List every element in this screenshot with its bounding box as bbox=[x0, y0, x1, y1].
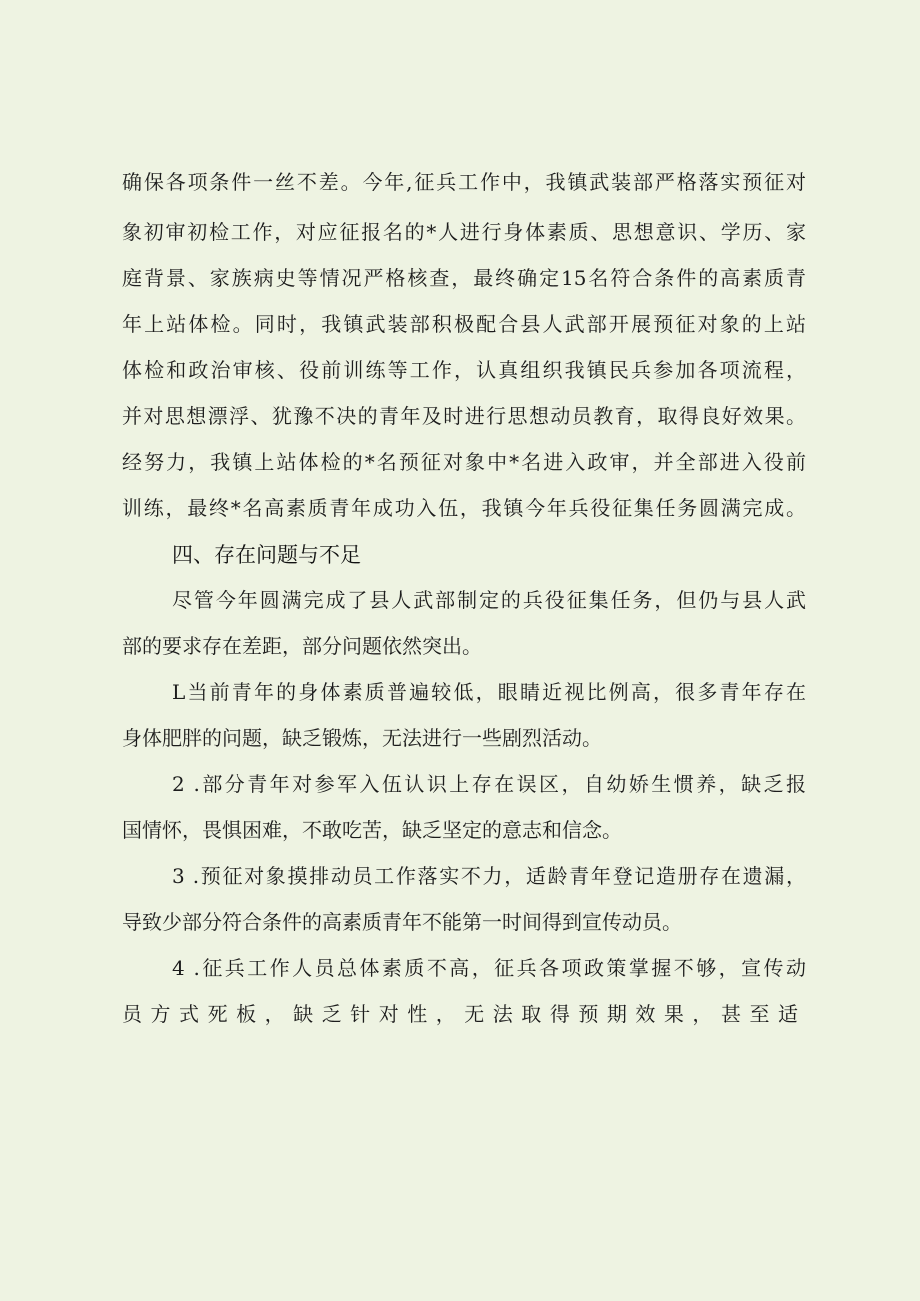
text-line: 年上站体检。同时，我镇武装部积极配合县人武部开展预征对象的上站 bbox=[122, 312, 806, 336]
text-line: 4 .征兵工作人员总体素质不高，征兵各项政策掌握不够，宣传动 bbox=[172, 956, 806, 980]
section-heading: 四、存在问题与不足 bbox=[172, 543, 361, 567]
text-line: 员方式死板，缺乏针对性，无法取得预期效果，甚至适 bbox=[122, 1002, 798, 1026]
text-line: 庭背景、家族病史等情况严格核查，最终确定15名符合条件的高素质青 bbox=[122, 266, 806, 290]
text-line: 并对思想漂浮、犹豫不决的青年及时进行思想动员教育，取得良好效果。 bbox=[122, 404, 806, 428]
text-line: 象初审初检工作，对应征报名的*人进行身体素质、思想意识、学历、家 bbox=[122, 220, 806, 244]
text-line: 确保各项条件一丝不差。今年,征兵工作中，我镇武装部严格落实预征对 bbox=[122, 170, 806, 194]
text-line: 国情怀，畏惧困难，不敢吃苦，缺乏坚定的意志和信念。 bbox=[122, 818, 622, 842]
text-line: 3 .预征对象摸排动员工作落实不力，适龄青年登记造册存在遗漏， bbox=[172, 864, 806, 888]
text-line: 身体肥胖的问题，缺乏锻炼，无法进行一些剧烈活动。 bbox=[122, 726, 602, 750]
text-line: 训练，最终*名高素质青年成功入伍，我镇今年兵役征集任务圆满完成。 bbox=[122, 496, 806, 520]
text-line: 部的要求存在差距，部分问题依然突出。 bbox=[122, 634, 482, 658]
text-line: 体检和政治审核、役前训练等工作，认真组织我镇民兵参加各项流程， bbox=[122, 358, 806, 382]
text-line: 经努力，我镇上站体检的*名预征对象中*名进入政审，并全部进入役前 bbox=[122, 450, 806, 474]
text-line: 尽管今年圆满完成了县人武部制定的兵役征集任务，但仍与县人武 bbox=[172, 588, 806, 612]
text-line: L当前青年的身体素质普遍较低，眼睛近视比例高，很多青年存在 bbox=[172, 680, 806, 704]
text-line: 导致少部分符合条件的高素质青年不能第一时间得到宣传动员。 bbox=[122, 910, 682, 934]
text-line: 2 .部分青年对参军入伍认识上存在误区，自幼娇生惯养，缺乏报 bbox=[172, 772, 806, 796]
